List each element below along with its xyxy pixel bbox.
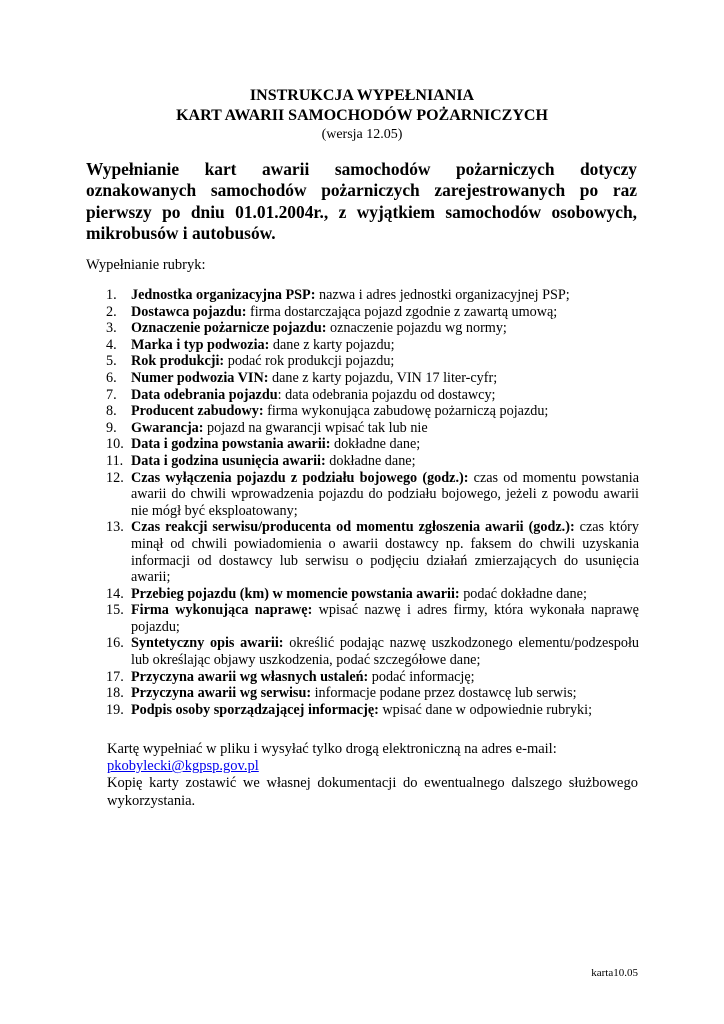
item-heading: Przebieg pojazdu (km) w momencie powstania awarii: (131, 585, 460, 602)
item-number: 14. (106, 585, 124, 602)
item-number: 4. (106, 336, 117, 353)
item-heading: Gwarancja: (131, 419, 204, 436)
item-description: pojazd na gwarancji wpisać tak lub nie (203, 419, 428, 436)
item-description: firma dostarczająca pojazd zgodnie z zawartą umową; (246, 303, 558, 320)
document-version: (wersja 12.05) (321, 127, 403, 142)
copy-instruction: Kopię karty zostawić we własnej dokumentacji do ewentualnego dalszego służbowego wykorzystania. (107, 775, 638, 809)
item-number: 19. (106, 701, 124, 718)
item-heading: Producent zabudowy: (131, 403, 264, 420)
list-item (0, 287, 639, 304)
list-item (0, 635, 639, 668)
item-description: czas od momentu powstania awarii do chwili wprowadzenia pojazdu do podziału bojowego, jeżeli z powodu awarii nie mógł być eksploatowany; (131, 469, 640, 519)
item-description: podać informację; (368, 668, 475, 685)
item-description: nazwa i adres jednostki organizacyjnej PSP; (315, 287, 570, 303)
list-item (0, 602, 639, 635)
item-heading: Oznaczenie pożarnicze pojazdu: (131, 320, 327, 337)
list-item (0, 702, 639, 719)
item-description: wpisać nazwę i adres firmy, która wykonała naprawę pojazdu; (131, 602, 639, 635)
item-number: 12. (106, 469, 124, 486)
item-description: dokładne dane; (330, 436, 421, 453)
item-number: 8. (106, 403, 117, 420)
title-block (0, 86, 724, 144)
item-number: 1. (106, 287, 117, 303)
item-heading: Czas wyłączenia pojazdu z podziału bojowego (godz.): (131, 469, 469, 486)
list-item (0, 669, 639, 686)
item-description: oznaczenie pojazdu wg normy; (326, 320, 507, 337)
item-description: firma wykonująca zabudowę pożarniczą pojazdu; (263, 403, 549, 420)
item-heading: Marka i typ podwozia: (131, 336, 270, 353)
item-number: 6. (106, 369, 117, 386)
item-description: wpisać dane w odpowiednie rubryki; (378, 701, 593, 718)
list-item (0, 353, 639, 370)
list-item (0, 586, 639, 603)
email-link[interactable]: pkobylecki@kgpsp.gov.pl (107, 758, 259, 775)
item-description: podać rok produkcji pojazdu; (224, 353, 395, 370)
list-item (0, 403, 639, 420)
item-description: dane z karty pojazdu; (269, 336, 395, 353)
item-heading: Jednostka organizacyjna PSP: (131, 287, 316, 303)
item-number: 15. (106, 602, 124, 619)
item-heading: Syntetyczny opis awarii: (131, 635, 284, 652)
list-item (0, 320, 639, 337)
item-description: określić podając nazwę uszkodzonego elementu/podzespołu lub określając objawy uszkodzenia, podać szczegółowe dane; (131, 635, 639, 669)
item-number: 7. (106, 386, 117, 403)
footer-section (107, 741, 638, 810)
list-item (0, 453, 639, 470)
item-number: 16. (106, 635, 124, 652)
rubryki-label: Wypełnianie rubryk: (86, 257, 206, 273)
item-heading: Firma wykonująca naprawę: (131, 602, 313, 619)
item-number: 17. (106, 668, 124, 685)
list-item (0, 304, 639, 321)
instruction-list (0, 287, 724, 718)
list-item (0, 420, 639, 437)
item-description: : data odebrania pojazdu od dostawcy; (277, 386, 496, 403)
document-title-line-1: INSTRUKCJA WYPEŁNIANIA (249, 87, 475, 104)
item-number: 18. (106, 685, 124, 702)
document-title-line-2: KART AWARII SAMOCHODÓW POŻARNICZYCH (176, 107, 548, 124)
item-heading: Data odebrania pojazdu (131, 386, 278, 403)
list-item (0, 685, 639, 702)
send-instruction (107, 741, 638, 775)
item-heading: Przyczyna awarii wg serwisu: (131, 685, 312, 702)
item-heading: Czas reakcji serwisu/producenta od momentu zgłoszenia awarii (godz.): (131, 519, 575, 536)
item-heading: Dostawca pojazdu: (131, 303, 247, 320)
list-item (0, 370, 639, 387)
item-description: dane z karty pojazdu, VIN 17 liter-cyfr; (268, 369, 498, 386)
list-item (0, 387, 639, 404)
item-description: podać dokładne dane; (459, 585, 587, 602)
item-description: dokładne dane; (325, 452, 416, 469)
item-number: 9. (106, 419, 117, 436)
item-heading: Data i godzina usunięcia awarii: (131, 452, 326, 469)
item-description: informacje podane przez dostawcę lub serwis; (311, 685, 577, 702)
item-number: 11. (106, 452, 124, 469)
item-number: 3. (106, 320, 117, 337)
list-item (0, 436, 639, 453)
form-code-label: karta10.05 (591, 967, 638, 979)
item-number: 10. (106, 436, 124, 453)
item-heading: Przyczyna awarii wg własnych ustaleń: (131, 668, 369, 685)
send-text: Kartę wypełniać w pliku i wysyłać tylko drogą elektroniczną na adres e-mail: (107, 741, 557, 757)
item-number: 5. (106, 353, 117, 370)
item-heading: Data i godzina powstania awarii: (131, 436, 331, 453)
list-item (0, 470, 639, 520)
item-description: czas który minął od chwili powiadomienia o awarii dostawcy np. faksem do chwili uzyskania informacji od dostawcy lub serwisu o podjęciu działań zmierzających do usunięcia awarii; (131, 519, 639, 586)
list-item (0, 337, 639, 354)
item-heading: Rok produkcji: (131, 353, 225, 370)
item-heading: Podpis osoby sporządzającej informację: (131, 701, 379, 718)
list-item (0, 519, 639, 585)
intro-paragraph: Wypełnianie kart awarii samochodów pożarniczych dotyczy oznakowanych samochodów pożarniczych zarejestrowanych po raz pierwszy po dniu 01.01.2004r., z wyjątkiem samochodów osobowych, mikrobusów i autobusów. (86, 159, 637, 243)
item-heading: Numer podwozia VIN: (131, 369, 269, 386)
item-number: 13. (106, 519, 124, 536)
item-number: 2. (106, 303, 117, 320)
